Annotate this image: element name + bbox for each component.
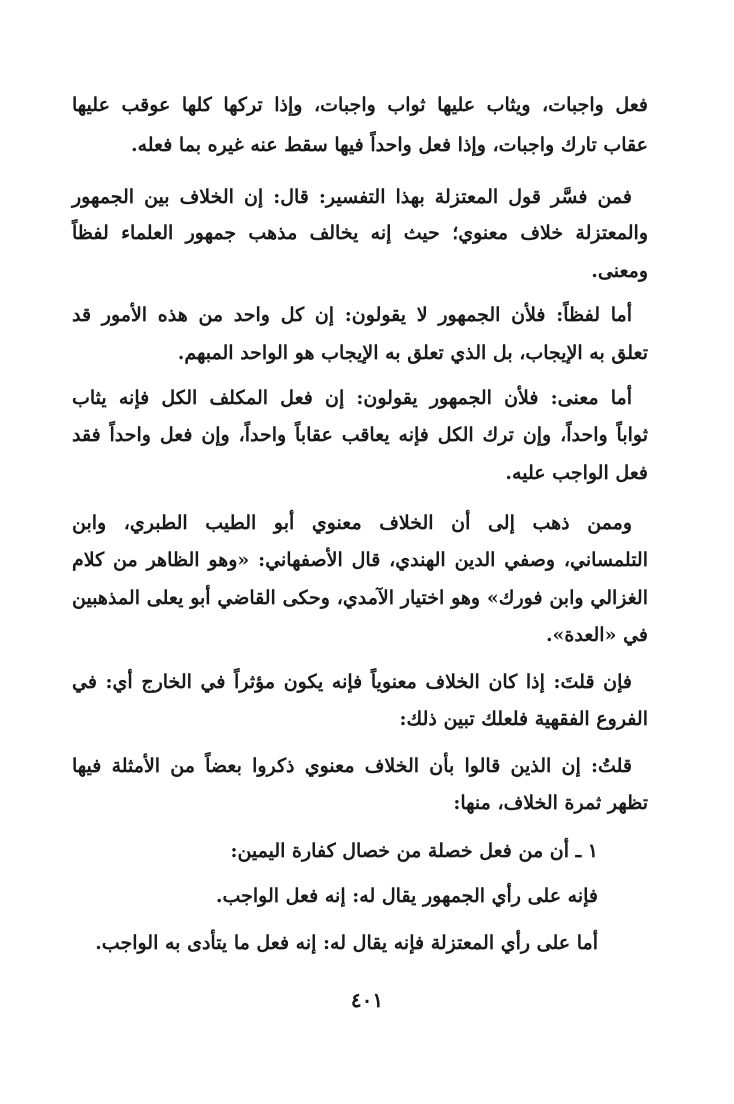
paragraph-4-line-1: أما معنى: فلأن الجمهور يقولون: إن فعل المكلف الكل فإنه يثاب xyxy=(72,387,632,409)
paragraph-4-line-2: ثواباً واحداً، وإن ترك الكل فإنه يعاقب عقاباً واحداً، وإن فعل واحداً فقد xyxy=(72,424,648,446)
paragraph-7-line-1: قلتُ: إن الذين قالوا بأن الخلاف معنوي ذكروا بعضاً من الأمثلة فيها xyxy=(72,755,632,777)
paragraph-3-line-1: أما لفظاً: فلأن الجمهور لا يقولون: إن كل واحد من هذه الأمور قد xyxy=(72,304,632,326)
list-item-3: أما على رأي المعتزلة فإنه يقال له: إنه فعل ما يتأدى به الواجب. xyxy=(95,932,598,954)
paragraph-2-line-1: فمن فسَّر قول المعتزلة بهذا التفسير: قال: إن الخلاف بين الجمهور xyxy=(72,186,632,208)
paragraph-3-line-2: تعلق به الإيجاب، بل الذي تعلق به الإيجاب هو الواحد المبهم. xyxy=(177,342,648,364)
paragraph-1-line-2: عقاب تارك واجبات، وإذا فعل واحداً فيها سقط عنه غيره بما فعله. xyxy=(130,134,648,156)
paragraph-6-line-2: الفروع الفقهية فلعلك تبين ذلك: xyxy=(399,708,648,730)
paragraph-1-line-1: فعل واجبات، ويثاب عليها ثواب واجبات، وإذا تركها كلها عوقب عليها xyxy=(72,94,648,116)
paragraph-2-line-3: ومعنى. xyxy=(591,260,648,282)
paragraph-5-line-4: في «العدة». xyxy=(545,624,648,646)
paragraph-7-line-2: تظهر ثمرة الخلاف، منها: xyxy=(453,792,648,814)
paragraph-5-line-3: الغزالي وابن فورك» وهو اختيار الآمدي، وحكى القاضي أبو يعلى المذهبين xyxy=(72,587,648,609)
list-item-2: فإنه على رأي الجمهور يقال له: إنه فعل الواجب. xyxy=(215,885,598,907)
list-item-1: ١ ـ أن من فعل خصلة من خصال كفارة اليمين: xyxy=(230,840,598,862)
paragraph-5-line-1: وممن ذهب إلى أن الخلاف معنوي أبو الطيب الطبري، وابن xyxy=(72,512,632,534)
paragraph-5-line-2: التلمساني، وصفي الدين الهندي، قال الأصفهاني: «وهو الظاهر من كلام xyxy=(72,549,648,571)
paragraph-2-line-2: والمعتزلة خلاف معنوي؛ حيث إنه يخالف مذهب جمهور العلماء لفظاً xyxy=(72,222,648,244)
paragraph-4-line-3: فعل الواجب عليه. xyxy=(505,462,648,484)
paragraph-6-line-1: فإن قلتَ: إذا كان الخلاف معنوياً فإنه يكون مؤثراً في الخارج أي: في xyxy=(72,671,632,693)
page-number: ٤٠١ xyxy=(350,988,384,1012)
